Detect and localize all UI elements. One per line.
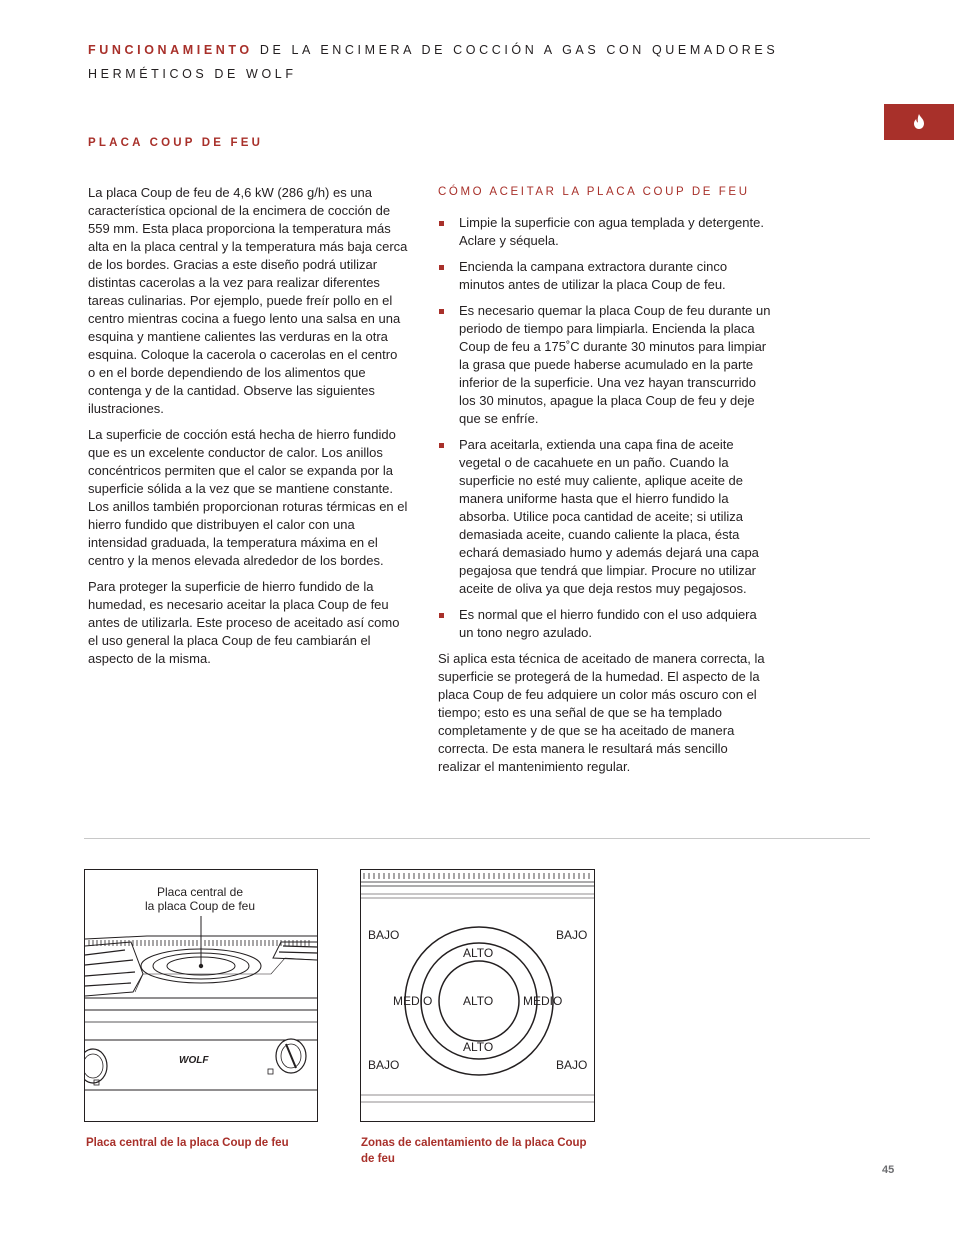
zone-label-high: ALTO — [463, 946, 494, 960]
oiling-steps-list — [438, 214, 773, 642]
list-item — [438, 258, 773, 294]
zone-label-low: BAJO — [368, 928, 400, 942]
list-item-text: Encienda la campana extractora durante cinco minutos antes de utilizar la placa Coup de feu. — [459, 259, 728, 292]
section-tab[interactable] — [884, 104, 954, 140]
left-paragraph: La placa Coup de feu de 4,6 kW (286 g/h) es una característica opcional de la encimera de cocción de 559 mm. Esta placa proporciona la temperatura más alta en la placa central y la temperatura más baja cerca de los bordes. Gracias a este diseño podrá utilizar distintas cacerolas a la vez para realizar diferentes tareas culinarias. Por ejemplo, puede freír pollo en el centro mientras cocina a fuego lento una salsa en una esquina y mantiene calientes las verduras en la otra esquina. Coloque la cacerola o cacerolas en el centro o en el borde dependiendo de los alimentos que contenga y de la cantidad. Observe las siguientes ilustraciones. — [88, 185, 408, 416]
zone-label-low: BAJO — [368, 1058, 400, 1072]
list-item — [438, 214, 773, 250]
figure-center-plate — [84, 869, 318, 1122]
list-item-text: Es necesario quemar la placa Coup de feu durante un periodo de tiempo para limpiarla. Encienda la placa Coup de feu a 175˚C durante 30 minutos para limpiar la grasa que puede haberse acumulado en la parte inferior de la superficie. Una vez hayan transcurrido los 30 minutos, apague la placa Coup de feu y deje que se enfríe. — [459, 303, 771, 426]
list-item-text: Es normal que el hierro fundido con el uso adquiera un tono negro azulado. — [459, 607, 757, 640]
left-column — [88, 184, 408, 676]
brand-logo: WOLF — [179, 1055, 209, 1066]
zone-label-high: ALTO — [463, 1040, 494, 1054]
list-item — [438, 302, 773, 428]
bullet-square-icon — [439, 265, 444, 270]
bullet-square-icon — [439, 613, 444, 618]
bullet-square-icon — [439, 443, 444, 448]
right-subtitle: CÓMO ACEITAR LA PLACA COUP DE FEU — [438, 186, 750, 198]
header-rest: DE LA ENCIMERA DE COCCIÓN A GAS CON QUEMADORES HERMÉTICOS DE WOLF — [88, 43, 779, 81]
bullet-square-icon — [439, 221, 444, 226]
section-title: PLACA COUP DE FEU — [88, 137, 264, 149]
figure-caption: Zonas de calentamiento de la placa Coup de feu — [361, 1137, 587, 1165]
flame-icon — [913, 114, 925, 129]
header-bold: FUNCIONAMIENTO — [88, 43, 253, 57]
right-column — [438, 214, 773, 776]
figure-label-line: la placa Coup de feu — [144, 899, 256, 913]
section-divider — [84, 838, 870, 839]
left-paragraph: La superficie de cocción está hecha de hierro fundido que es un excelente conductor de calor. Los anillos concéntricos permiten que el calor se expanda por la superficie sólida a la vez que se mantiene constante. Los anillos también proporcionan roturas térmicas en el hierro fundido que distribuyen el calor con una intensidad graduada, la temperatura máxima en el centro y la menos elevada alrededor de los bordes. — [88, 427, 408, 568]
zone-label-low: BAJO — [556, 1058, 588, 1072]
zone-label-low: BAJO — [556, 928, 588, 942]
figure-heating-zones — [360, 869, 595, 1122]
left-paragraph: Para proteger la superficie de hierro fundido de la humedad, es necesario aceitar la placa Coup de feu antes de utilizarla. Este proceso de aceitado así como el uso general la placa Coup de feu cambiarán el aspecto de la misma. — [88, 579, 400, 666]
page-header — [88, 38, 808, 86]
list-item — [438, 436, 773, 598]
list-item — [438, 606, 773, 642]
bullet-square-icon — [439, 309, 444, 314]
closing-paragraph: Si aplica esta técnica de aceitado de manera correcta, la superficie se protegerá de la humedad. El aspecto de la placa Coup de feu adquiere un color más oscuro con el tiempo; esto es una señal de que se ha templado completamente y de que se ha aceitado de manera correcta. De esta manera le resultará más sencillo realizar el mantenimiento regular. — [438, 651, 765, 774]
zone-label-medium: MEDIO — [523, 994, 563, 1008]
zone-label-high: ALTO — [463, 994, 494, 1008]
figure-caption: Placa central de la placa Coup de feu — [86, 1137, 289, 1149]
zone-label-medium: MEDIO — [393, 994, 433, 1008]
page-number: 45 — [882, 1164, 895, 1176]
figure-label-line: Placa central de — [156, 885, 244, 899]
list-item-text: Para aceitarla, extienda una capa fina de aceite vegetal o de cacahuete en un paño. Cuando la superficie no esté muy caliente, aplique aceite de manera uniforme hasta que el hierro fundido la absorba. Utilice poca cantidad de aceite; si utiliza demasiada aceite, cuando caliente la placa, ésta echará demasiado humo y además dejará una capa pegajosa que tendrá que limpiar. Procure no utilizar aceite de oliva ya que deja restos muy pegajosos. — [459, 437, 759, 596]
cooktop-illustration — [85, 870, 317, 1121]
list-item-text: Limpie la superficie con agua templada y detergente. Aclare y séquela. — [459, 215, 764, 248]
